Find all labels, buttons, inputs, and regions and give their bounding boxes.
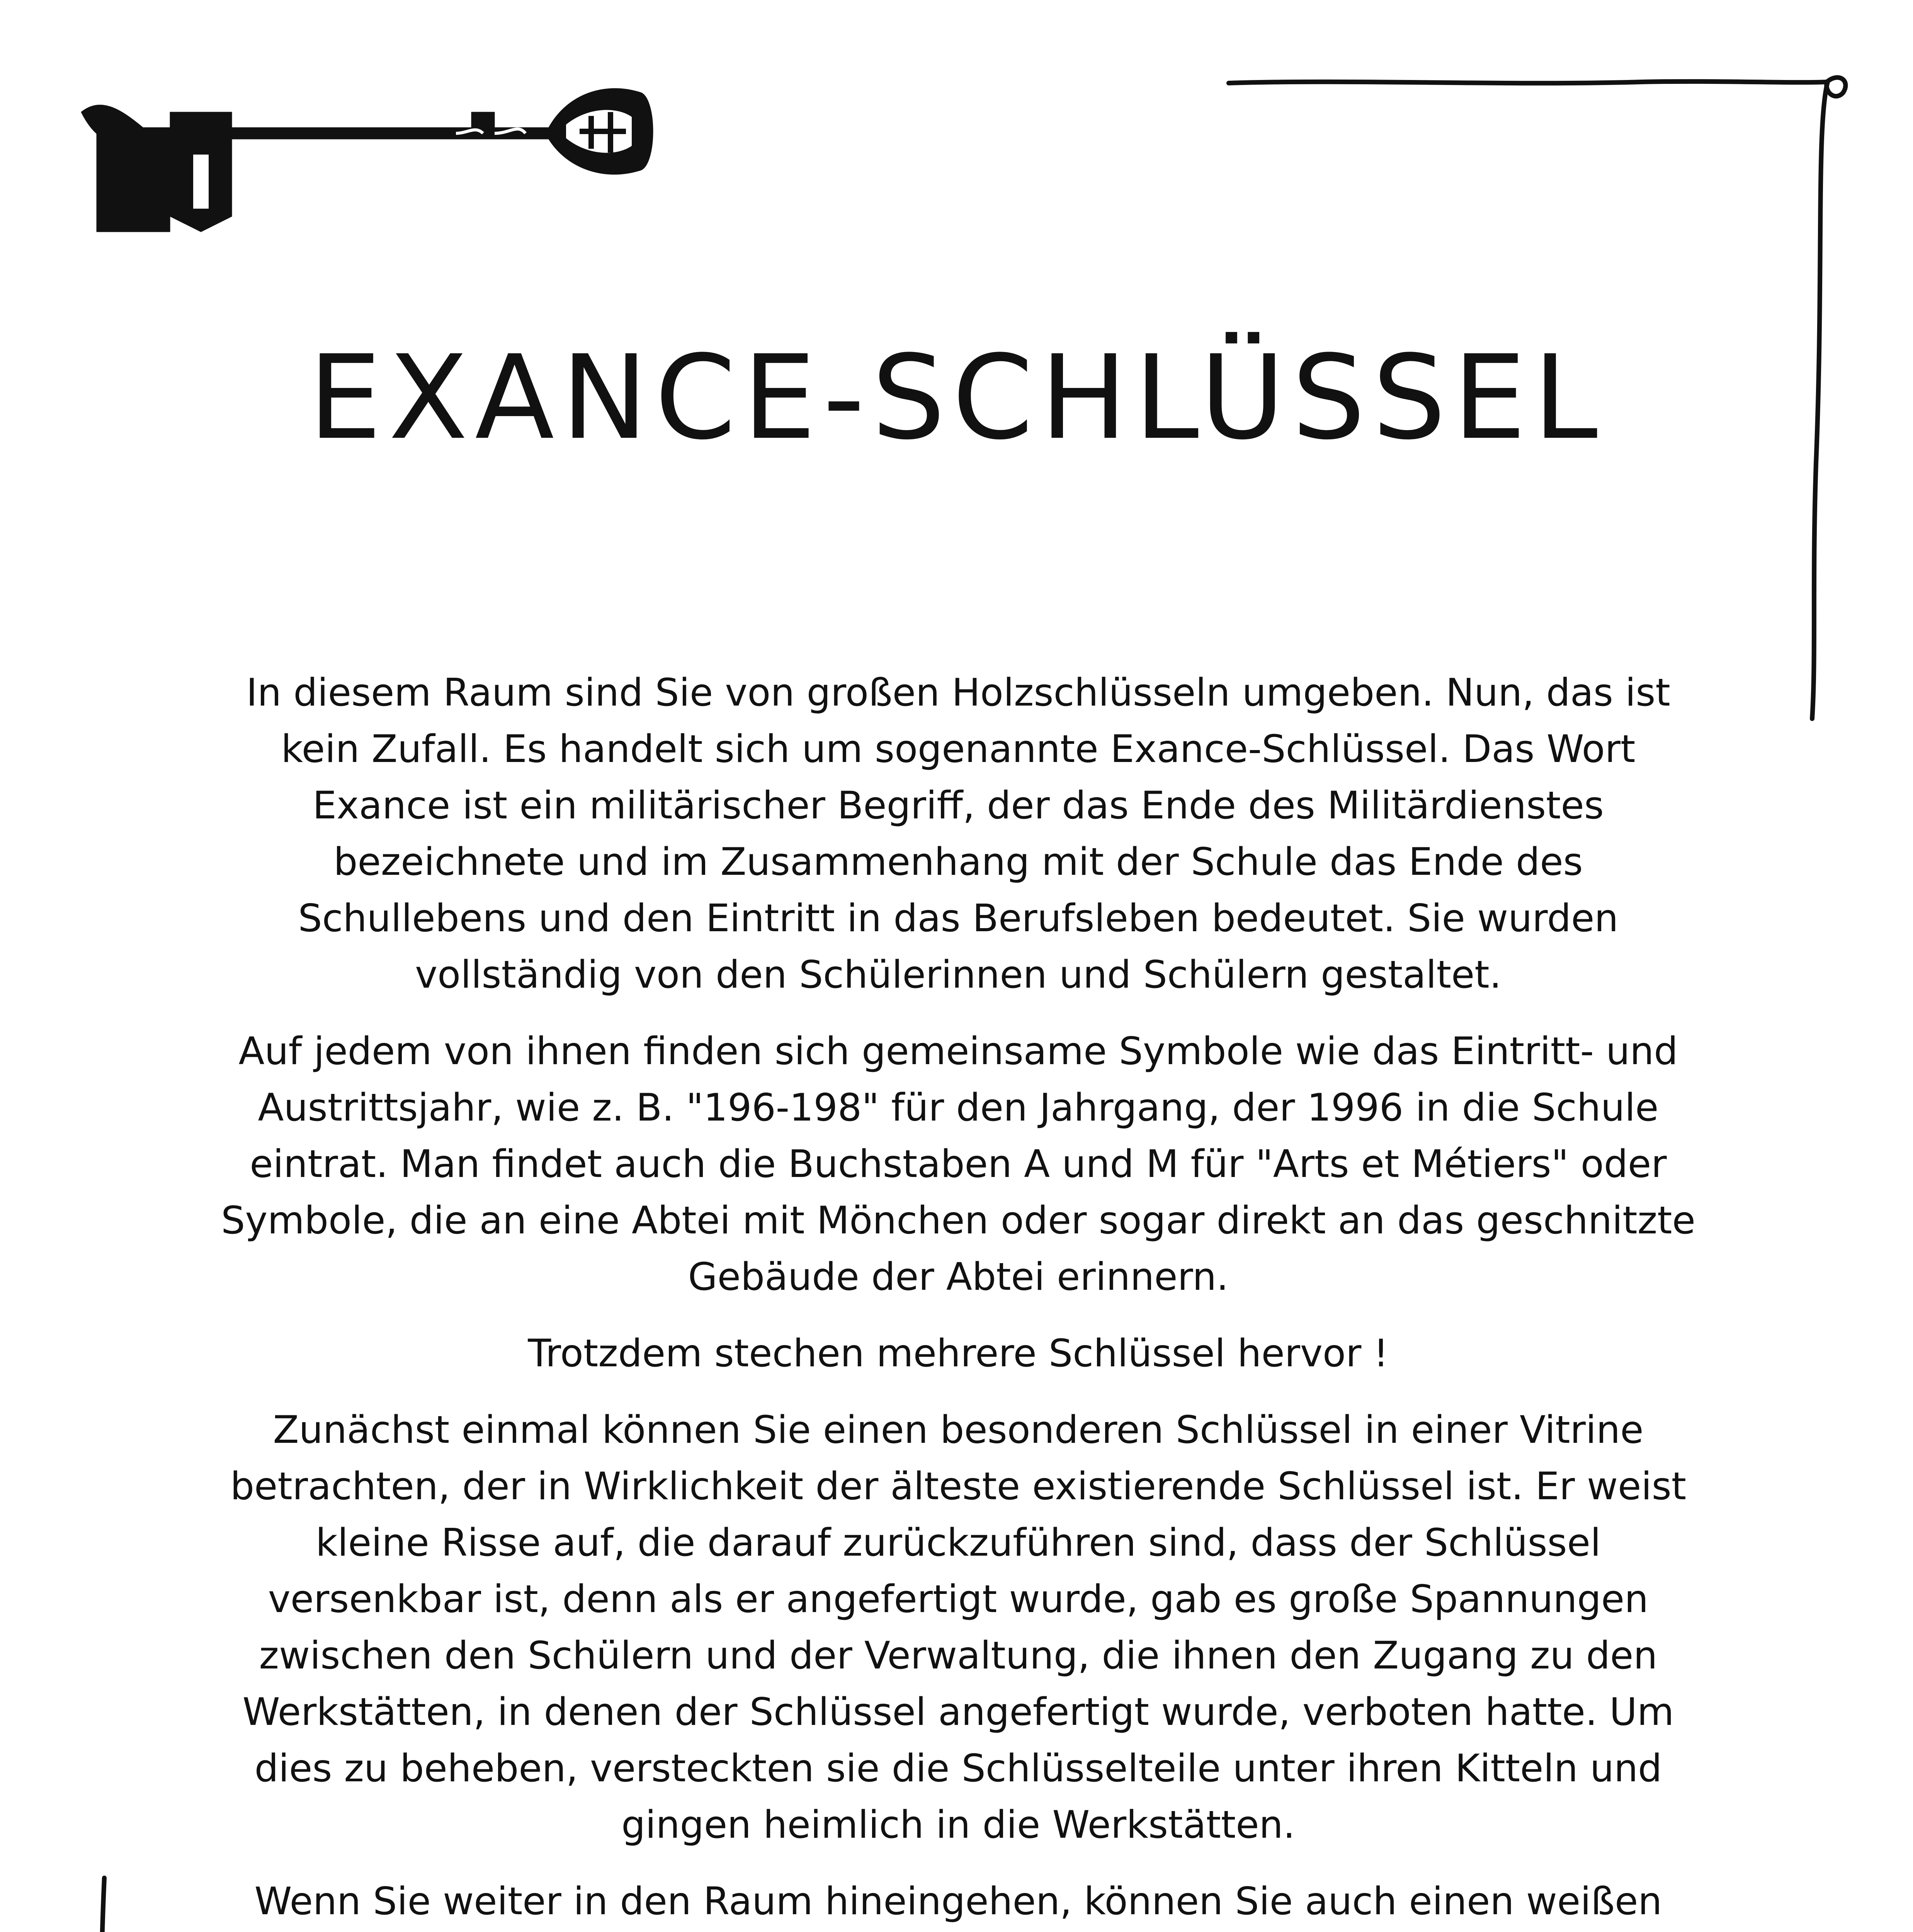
- paragraph-intro: In diesem Raum sind Sie von großen Holzschlüsseln umgeben. Nun, das ist kein Zufall. Es handelt sich um sogenannte Exance-Schlüssel. Das Wort Exance ist ein militärischer Begriff, der das Ende des Militärdienstes bezeichnete und im Zusammenhang mit der Schule das Ende des Schullebens und den Eintritt in das Berufsleben bedeutet. Sie wurden vollständig von den Schülerinnen und Schülern gestaltet.: [246, 671, 1670, 997]
- paragraph-symbols: Auf jedem von ihnen finden sich gemeinsame Symbole wie das Eintritt- und Austrittsjahr, wie z. B. "196-198" für den Jahrgang, der 1996 in die Schule eintrat. Man findet auch die Buchstaben A und M für "Arts et Métiers" oder Symbole, die an eine Abtei mit Mönchen oder sogar direkt an das geschnitzte Gebäude der Abtei erinnern.: [221, 1029, 1695, 1299]
- key-icon-top-left: [81, 88, 653, 232]
- page-title: EXANCE-SCHLÜSSEL: [308, 330, 1605, 465]
- paragraph-highlight: Trotzdem stechen mehrere Schlüssel hervor !: [528, 1332, 1389, 1376]
- body-text: [216, 665, 1700, 1932]
- paragraph-plastic-key: Wenn Sie weiter in den Raum hineingehen, können Sie auch einen weißen: [254, 1879, 1662, 1923]
- paragraph-oldest-key: Zunächst einmal können Sie einen besonderen Schlüssel in einer Vitrine betrachten, der in Wirklichkeit der älteste existierende Schlüssel ist. Er weist kleine Risse auf, die darauf zurückzuführen sind, dass der Schlüssel versenkbar ist, denn als er angefertigt wurde, gab es große Spannungen zwischen den Schülern und der Verwaltung, die ihnen den Zugang zu den Werkstätten, in denen der Schlüssel angefertigt wurde, verboten hatte. Um dies zu beheben, versteckten sie die Schlüsselteile unter ihren Kitteln und gingen heimlich in die Werkstätten.: [230, 1408, 1687, 1847]
